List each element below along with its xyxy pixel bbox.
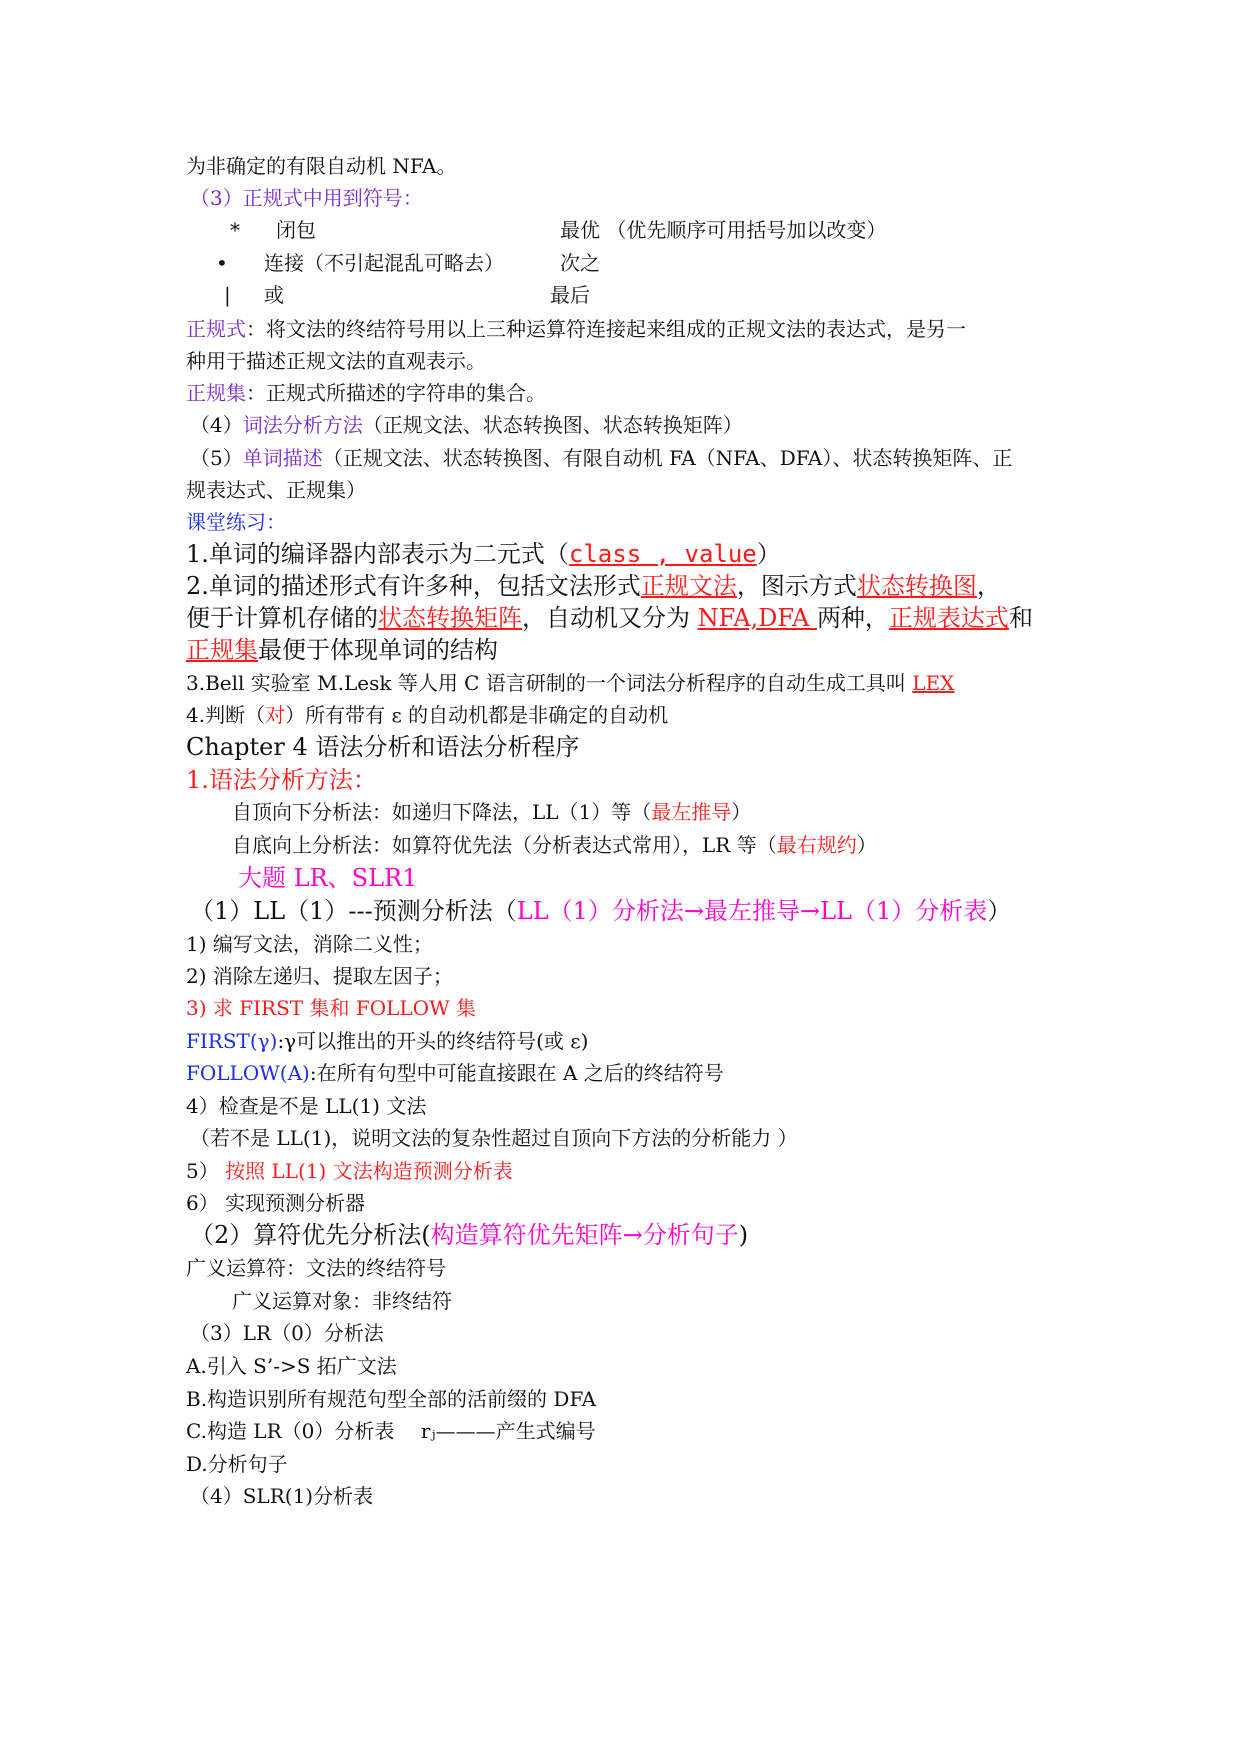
line-text: （2）算符优先分析法( [190, 1221, 431, 1249]
line-text: ） [856, 833, 877, 857]
line-text: 5） [186, 1159, 226, 1183]
text-line [186, 638, 498, 662]
symbol-priority [550, 285, 590, 305]
line-text: ）所有带有 ε 的自动机都是非确定的自动机 [285, 703, 669, 727]
step-item [186, 1161, 513, 1181]
symbol-text: • [216, 251, 228, 275]
line-text: （3）正规式中用到符号： [190, 186, 423, 210]
line-text: 1.语法分析方法： [186, 766, 377, 794]
line-text: 3.Bell 实验室 M.Lesk 等人用 C 语言研制的一个词法分析程序的自动生成工具叫 [186, 671, 913, 695]
line-text: 便于计算机存储的 [186, 604, 378, 632]
step-item [186, 1356, 397, 1376]
highlight-text: 按照 LL(1) 文法构造预测分析表 [225, 1159, 513, 1183]
symbol-text: | [224, 283, 231, 307]
line-text: 课堂练习： [186, 510, 286, 534]
line-text: ) [738, 1221, 749, 1249]
term-label: FIRST(γ) [186, 1029, 278, 1053]
line-text: ） [756, 540, 781, 568]
term-label: 单词描述 [242, 446, 323, 470]
text-line [232, 1291, 452, 1311]
line-text: B.构造识别所有规范句型全部的活前缀的 DFA [186, 1387, 597, 1411]
symbol-name [264, 253, 504, 273]
line-text: 自底向上分析法：如算符优先法（分析表达式常用），LR 等（ [232, 833, 777, 857]
step-item [186, 1389, 596, 1409]
line-text: 规表达式、正规集） [186, 478, 366, 502]
line-text: （4）SLR(1)分析表 [190, 1484, 374, 1508]
line-text: 2.单词的描述形式有许多种，包括文法形式 [186, 572, 641, 600]
step-item [186, 1096, 426, 1116]
line-text: （3）LR（0）分析法 [190, 1321, 384, 1345]
symbol-priority [560, 220, 886, 240]
line-text: （若不是 LL(1)，说明文法的复杂性超过自顶向下方法的分析能力 ） [190, 1126, 798, 1150]
line-text: 最优 （优先顺序可用括号加以改变） [560, 218, 887, 242]
line-text: C.构造 LR（0）分析表 rⱼ———产生式编号 [186, 1419, 596, 1443]
line-text: （4） [190, 413, 243, 437]
line-text: 闭包 [276, 218, 316, 242]
line-text: 大题 LR、SLR1 [238, 864, 418, 892]
line-text: 广义运算对象：非终结符 [232, 1289, 452, 1313]
answer-text: 正规文法 [640, 572, 737, 600]
symbol-priority [560, 253, 600, 273]
line-text: 6） 实现预测分析器 [186, 1191, 366, 1215]
term-label: 词法分析方法 [242, 413, 363, 437]
answer-text: 正规集 [186, 636, 258, 664]
section-heading [186, 768, 377, 792]
answer-text: class , value [568, 540, 757, 568]
line-text: 连接（不引起混乱可略去） [264, 251, 504, 275]
line-text: 种用于描述正规文法的直观表示。 [186, 349, 486, 373]
step-item [186, 934, 433, 954]
line-text: ：将文法的终结符号用以上三种运算符连接起来组成的正规文法的表达式，是另一 [246, 317, 966, 341]
text-line [186, 574, 1001, 598]
answer-text: 最左推导 [651, 800, 732, 824]
text-line [186, 705, 668, 725]
line-text: :γ可以推出的开头的终结符号(或 ε) [277, 1029, 589, 1053]
line-text: 4.判断（ [186, 703, 266, 727]
step-item [186, 1193, 365, 1213]
answer-text: 最右规约 [776, 833, 857, 857]
step-item [186, 966, 453, 986]
symbol-name [264, 285, 284, 305]
definition-line [186, 1031, 588, 1051]
text-line [186, 480, 366, 500]
text-line [190, 415, 743, 435]
line-text: 和 [1008, 604, 1033, 632]
line-text: ，自动机又分为 [522, 604, 698, 632]
answer-text: NFA,DFA [697, 604, 817, 632]
line-text: 或 [264, 283, 284, 307]
term-label: 正规集 [186, 381, 246, 405]
text-line [232, 802, 751, 822]
text-line [186, 1258, 446, 1278]
section-heading [190, 188, 423, 208]
line-text: 为非确定的有限自动机 NFA。 [186, 154, 457, 178]
line-text: 最便于体现单词的结构 [258, 636, 498, 664]
subsection-heading [190, 899, 1011, 923]
section-heading [186, 512, 286, 532]
term-label: 正规式 [186, 317, 246, 341]
line-text: 两种， [816, 604, 889, 632]
text-line [186, 156, 456, 176]
subsection-heading [190, 1323, 384, 1343]
subsection-heading [190, 1223, 748, 1247]
symbol-star [230, 220, 240, 240]
line-text: ，图示方式 [736, 572, 857, 600]
symbol-text: * [230, 218, 240, 242]
text-line [186, 606, 1033, 630]
line-text: （正规文法、状态转换图、有限自动机 FA（NFA、DFA）、状态转换矩阵、正 [322, 446, 1013, 470]
line-text: ） [731, 800, 752, 824]
highlight-text: 构造算符优先矩阵→分析句子 [430, 1221, 739, 1249]
line-text: 自顶向下分析法：如递归下降法，LL（1）等（ [232, 800, 652, 824]
symbol-dot [216, 253, 228, 273]
line-text: 4）检查是不是 LL(1) 文法 [186, 1094, 427, 1118]
text-line [186, 542, 781, 566]
text-line [186, 351, 486, 371]
line-text: 1) 编写文法，消除二义性； [186, 932, 433, 956]
text-line [232, 835, 877, 855]
answer-text: LEX [912, 671, 955, 695]
symbol-name [276, 220, 316, 240]
text-line [190, 1128, 798, 1148]
line-text: 次之 [560, 251, 600, 275]
subsection-heading [190, 1486, 373, 1506]
line-text: 1.单词的编译器内部表示为二元式（ [186, 540, 569, 568]
answer-text: 状态转换矩阵 [378, 604, 522, 632]
symbol-bar [224, 285, 231, 305]
step-item [186, 1454, 288, 1474]
chapter-title [186, 735, 579, 759]
line-text: Chapter 4 语法分析和语法分析程序 [186, 733, 580, 761]
line-text: ， [976, 572, 1001, 600]
text-line [186, 673, 954, 693]
line-text: （1）LL（1）---预测分析法（ [190, 897, 517, 925]
definition-line [186, 1063, 724, 1083]
line-text: A.引入 S’->S 拓广文法 [186, 1354, 397, 1378]
text-line [186, 383, 546, 403]
step-item [186, 1421, 596, 1441]
line-text: （正规文法、状态转换图、状态转换矩阵） [362, 413, 743, 437]
line-text: 广义运算符：文法的终结符号 [186, 1256, 446, 1280]
line-text: 3) 求 FIRST 集和 FOLLOW 集 [186, 996, 476, 1020]
text-line [190, 448, 1012, 468]
line-text: ） [987, 897, 1012, 925]
answer-text: 正规表达式 [888, 604, 1009, 632]
line-text: （5） [190, 446, 243, 470]
answer-text: 状态转换图 [856, 572, 977, 600]
line-text: ：正规式所描述的字符串的集合。 [246, 381, 546, 405]
line-text: :在所有句型中可能直接跟在 A 之后的终结符号 [309, 1061, 724, 1085]
highlight-text: LL（1）分析法→最左推导→LL（1）分析表 [516, 897, 988, 925]
line-text: 2) 消除左递归、提取左因子； [186, 964, 453, 988]
line-text: D.分析句子 [186, 1452, 288, 1476]
text-line [186, 319, 966, 339]
highlight-note [238, 866, 417, 890]
line-text: 最后 [550, 283, 590, 307]
answer-text: 对 [265, 703, 286, 727]
term-label: FOLLOW(A) [186, 1061, 310, 1085]
step-item [186, 998, 476, 1018]
